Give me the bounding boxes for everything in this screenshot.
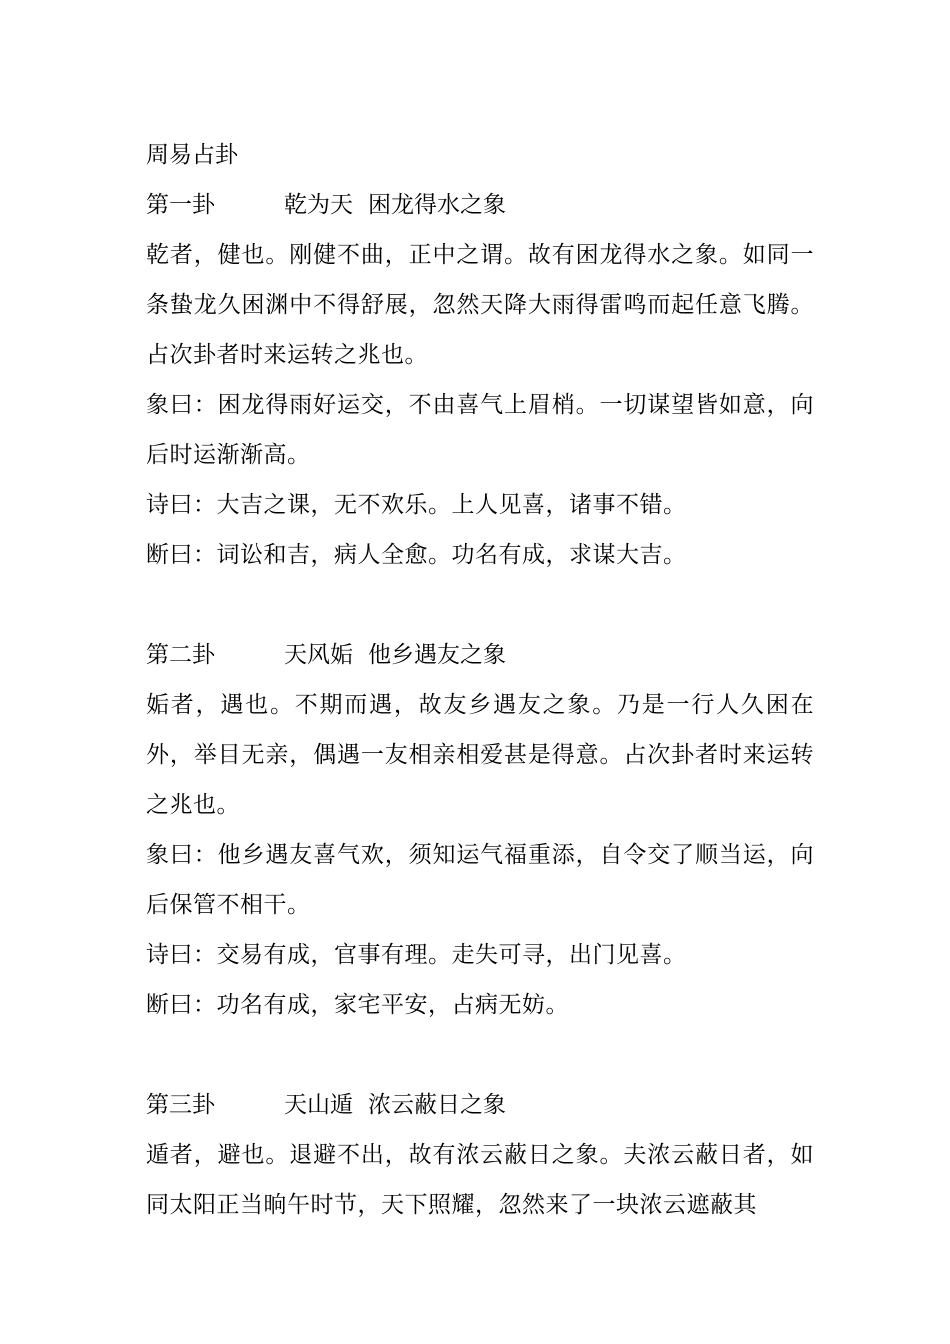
hexagram-description: 遁者，避也。退避不出，故有浓云蔽日之象。夫浓云蔽日者，如同太阳正当晌午时节，天下照耀，忽然来了一块浓云遮蔽其: [146, 1142, 814, 1218]
hexagram-number: 第二卦: [146, 642, 215, 668]
hexagram-section-3: [146, 1080, 814, 1230]
hexagram-poem: 诗曰：大吉之课，无不欢乐。上人见喜，诸事不错。: [146, 492, 687, 518]
hexagram-section-1: [146, 180, 814, 580]
hexagram-name: 天风姤: [284, 642, 353, 668]
document-page: [146, 130, 814, 1230]
document-title: 周易占卦: [146, 142, 238, 168]
hexagram-number: 第一卦: [146, 192, 215, 218]
hexagram-number: 第三卦: [146, 1092, 215, 1118]
hexagram-image: 困龙得水之象: [368, 192, 506, 218]
hexagram-heading: [146, 180, 814, 230]
hexagram-heading: [146, 1080, 814, 1130]
hexagram-image: 浓云蔽日之象: [368, 1092, 506, 1118]
hexagram-description: 乾者，健也。刚健不曲，正中之谓。故有困龙得水之象。如同一条蛰龙久困渊中不得舒展，忽然天降大雨得雷鸣而起任意飞腾。占次卦者时来运转之兆也。: [146, 242, 814, 368]
hexagram-heading: [146, 630, 814, 680]
hexagram-name: 天山遁: [284, 1092, 353, 1118]
hexagram-xiang: 象曰：困龙得雨好运交，不由喜气上眉梢。一切谋望皆如意，向后时运渐渐高。: [146, 392, 814, 468]
hexagram-xiang: 象曰：他乡遇友喜气欢，须知运气福重添，自令交了顺当运，向后保管不相干。: [146, 842, 814, 918]
hexagram-name: 乾为天: [284, 192, 353, 218]
hexagram-judgment: 断曰：功名有成，家宅平安，占病无妨。: [146, 992, 569, 1018]
hexagram-judgment: 断曰：词讼和吉，病人全愈。功名有成，求谋大吉。: [146, 542, 687, 568]
hexagram-poem: 诗曰：交易有成，官事有理。走失可寻，出门见喜。: [146, 942, 687, 968]
hexagram-description: 姤者，遇也。不期而遇，故友乡遇友之象。乃是一行人久困在外，举目无亲，偶遇一友相亲相爱甚是得意。占次卦者时来运转之兆也。: [146, 692, 814, 818]
hexagram-section-2: [146, 630, 814, 1030]
hexagram-image: 他乡遇友之象: [368, 642, 506, 668]
